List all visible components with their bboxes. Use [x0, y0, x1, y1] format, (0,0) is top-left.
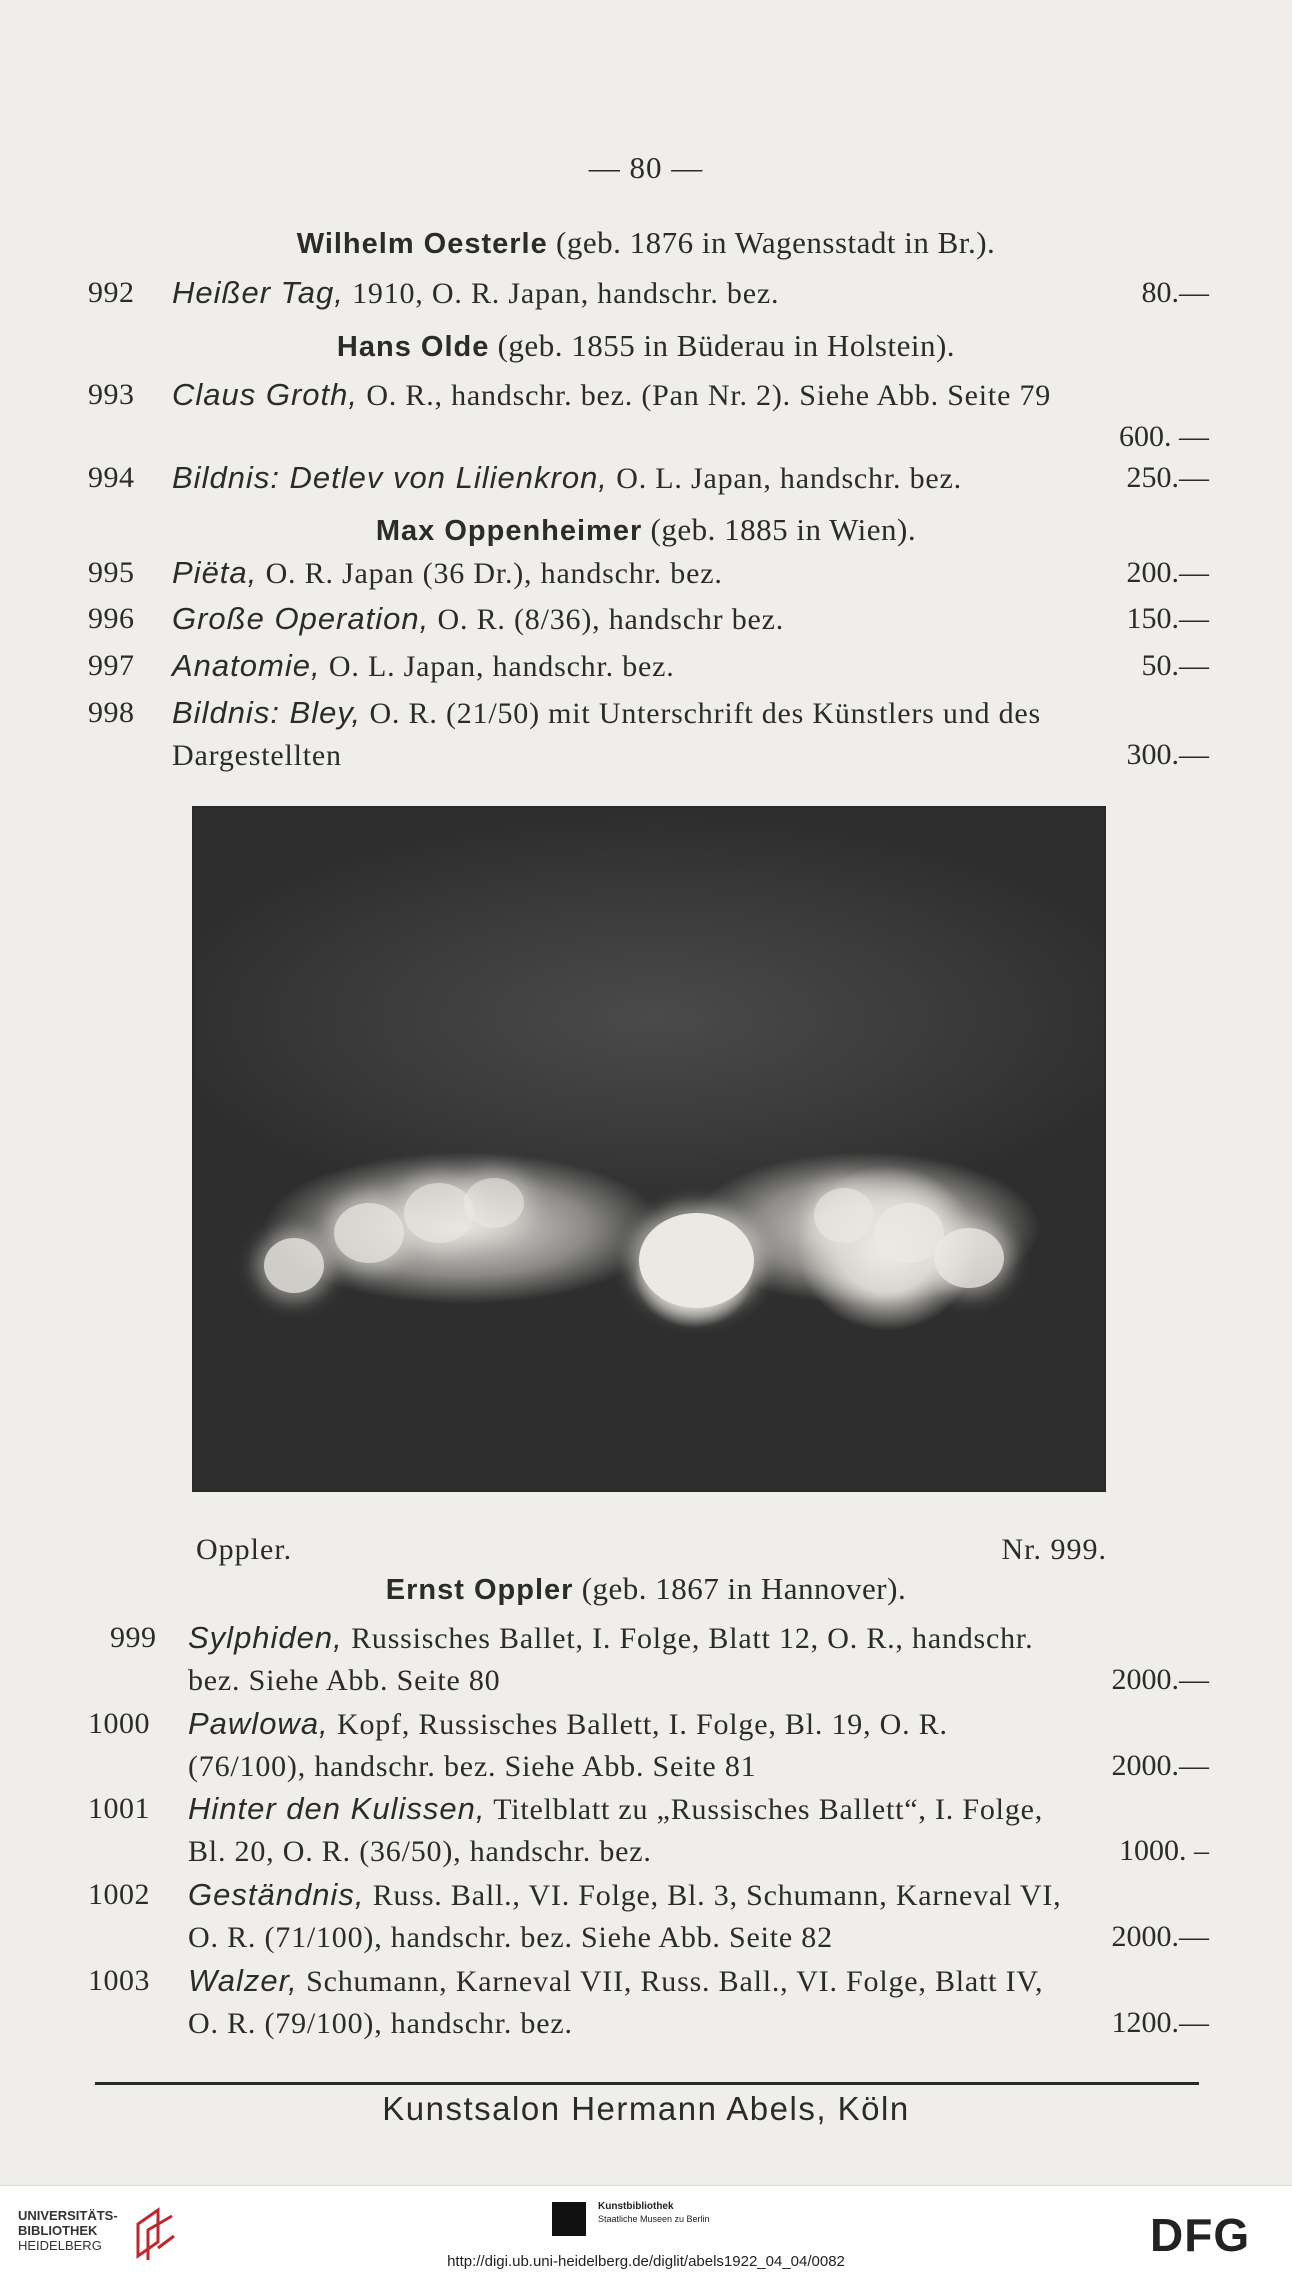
- entry-title: Walzer,: [188, 1963, 298, 1998]
- entry-text: O. L. Japan, handschr. bez.: [607, 462, 962, 495]
- entry-number: 1000: [88, 1707, 150, 1740]
- entry-title: Bildnis: Detlev von Lilienkron,: [172, 460, 608, 495]
- permalink-url[interactable]: http://digi.ub.uni-heidelberg.de/diglit/abels1922_04_04/0082: [447, 2253, 845, 2270]
- figure-caption-right: Nr. 999.: [1001, 1533, 1107, 1566]
- artist-info: (geb. 1885 in Wien).: [642, 512, 917, 547]
- entry-number: 994: [88, 461, 135, 494]
- digitization-footer: [0, 2185, 1292, 2275]
- entry-price: 2000.—: [1111, 1749, 1209, 1782]
- dancer-figure: [264, 1238, 324, 1293]
- kb-line: Kunstbibliothek: [598, 2201, 674, 2212]
- artist-heading-oppenheimer: [0, 512, 1292, 548]
- entry-price: 150.—: [1126, 602, 1209, 635]
- entry-text: O. R., handschr. bez. (Pan Nr. 2). Siehe Abb. Seite 79: [358, 379, 1052, 412]
- page-number: — 80 —: [588, 150, 704, 185]
- entry-text: O. R. (21/50) mit Unterschrift des Künstlers und des Dargestellten: [172, 697, 1041, 772]
- entry-price: 80.—: [1141, 276, 1209, 309]
- artist-name: Ernst Oppler: [385, 1574, 574, 1606]
- entry-text: O. R. (8/36), handschr bez.: [429, 603, 785, 636]
- kb-line: Staatliche Museen zu Berlin: [598, 2214, 710, 2224]
- artist-name: Max Oppenheimer: [375, 515, 643, 547]
- entry-price: 50.—: [1141, 649, 1209, 682]
- entry-price: 2000.—: [1111, 1663, 1209, 1696]
- artist-heading-oppler: [0, 1571, 1292, 1607]
- ub-line: BIBLIOTHEK: [18, 2223, 98, 2238]
- entry-text: Russ. Ball., VI. Folge, Bl. 3, Schumann, Karneval VI, O. R. (71/100), handschr. bez. Siehe Abb. Seite 82: [188, 1879, 1062, 1954]
- entry-text: 1910, O. R. Japan, handschr. bez.: [343, 277, 780, 310]
- entry-title: Hinter den Kulissen,: [188, 1791, 486, 1826]
- entry-title: Bildnis: Bley,: [172, 695, 362, 730]
- entry-number: 1001: [88, 1792, 150, 1825]
- ub-heidelberg-logo[interactable]: [18, 2208, 118, 2253]
- dancer-figure: [334, 1203, 404, 1263]
- entry-price: 250.—: [1126, 461, 1209, 494]
- entry-title: Sylphiden,: [188, 1620, 343, 1655]
- publisher-line: Kunstsalon Hermann Abels, Köln: [382, 2090, 910, 2127]
- entry-price: 1200.—: [1111, 2006, 1209, 2039]
- artist-heading-olde: [0, 328, 1292, 364]
- entry-text: O. L. Japan, handschr. bez.: [320, 650, 675, 683]
- artist-name: Wilhelm Oesterle: [296, 228, 548, 260]
- artist-name: Hans Olde: [336, 331, 490, 363]
- entry-text: Russisches Ballet, I. Folge, Blatt 12, O. R., handschr. bez. Siehe Abb. Seite 80: [188, 1622, 1034, 1697]
- footer-rule: [95, 2082, 1199, 2085]
- entry-title: Piëta,: [172, 555, 258, 590]
- dancer-figure: [934, 1228, 1004, 1288]
- entry-number: 992: [88, 276, 135, 309]
- entry-title: Geständnis,: [188, 1877, 365, 1912]
- entry-number: 993: [88, 378, 135, 411]
- artist-info: (geb. 1876 in Wagensstadt in Br.).: [547, 225, 996, 260]
- entry-text: Kopf, Russisches Ballett, I. Folge, Bl. 19, O. R. (76/100), handschr. bez. Siehe Abb. Seite 81: [188, 1708, 948, 1783]
- entry-price: 1000. –: [1119, 1834, 1209, 1867]
- entry-price: 300.—: [1126, 738, 1209, 771]
- artist-heading-oesterle: [0, 225, 1292, 261]
- entry-number: 996: [88, 602, 135, 635]
- artist-info: (geb. 1855 in Büderau in Holstein).: [489, 328, 956, 363]
- ub-line: UNIVERSITÄTS-: [18, 2208, 118, 2223]
- entry-text: Schumann, Karneval VII, Russ. Ball., VI. Folge, Blatt IV, O. R. (79/100), handschr. bez.: [188, 1965, 1044, 2040]
- entry-price: 2000.—: [1111, 1920, 1209, 1953]
- kunstbibliothek-logo[interactable]: [598, 2200, 710, 2226]
- figure-caption-left: Oppler.: [196, 1533, 293, 1566]
- entry-title: Pawlowa,: [188, 1706, 329, 1741]
- entry-number: 997: [88, 649, 135, 682]
- dancer-figure: [464, 1178, 524, 1228]
- kunstbibliothek-icon: [552, 2202, 586, 2236]
- entry-number: 1003: [88, 1964, 150, 1997]
- entry-number: 998: [88, 696, 135, 729]
- entry-title: Große Operation,: [172, 601, 430, 636]
- dancer-figure: [639, 1213, 754, 1308]
- dfg-logo[interactable]: DFG: [1150, 2209, 1251, 2261]
- entry-title: Heißer Tag,: [172, 275, 344, 310]
- entry-number: 995: [88, 556, 135, 589]
- dancer-figure: [814, 1188, 874, 1243]
- ballet-photograph: [192, 806, 1106, 1492]
- entry-text: O. R. Japan (36 Dr.), handschr. bez.: [257, 557, 723, 590]
- entry-price: 600. —: [1119, 420, 1209, 453]
- entry-title: Claus Groth,: [172, 377, 359, 412]
- entry-price: 200.—: [1126, 556, 1209, 589]
- entry-number: 999: [110, 1621, 157, 1654]
- entry-text: Titelblatt zu „Russisches Ballett“, I. Folge, Bl. 20, O. R. (36/50), handschr. bez.: [188, 1793, 1044, 1868]
- entry-title: Anatomie,: [172, 648, 321, 683]
- artist-info: (geb. 1867 in Hannover).: [573, 1571, 907, 1606]
- ub-line: HEIDELBERG: [18, 2238, 102, 2253]
- entry-number: 1002: [88, 1878, 150, 1911]
- dancer-figure: [404, 1183, 474, 1243]
